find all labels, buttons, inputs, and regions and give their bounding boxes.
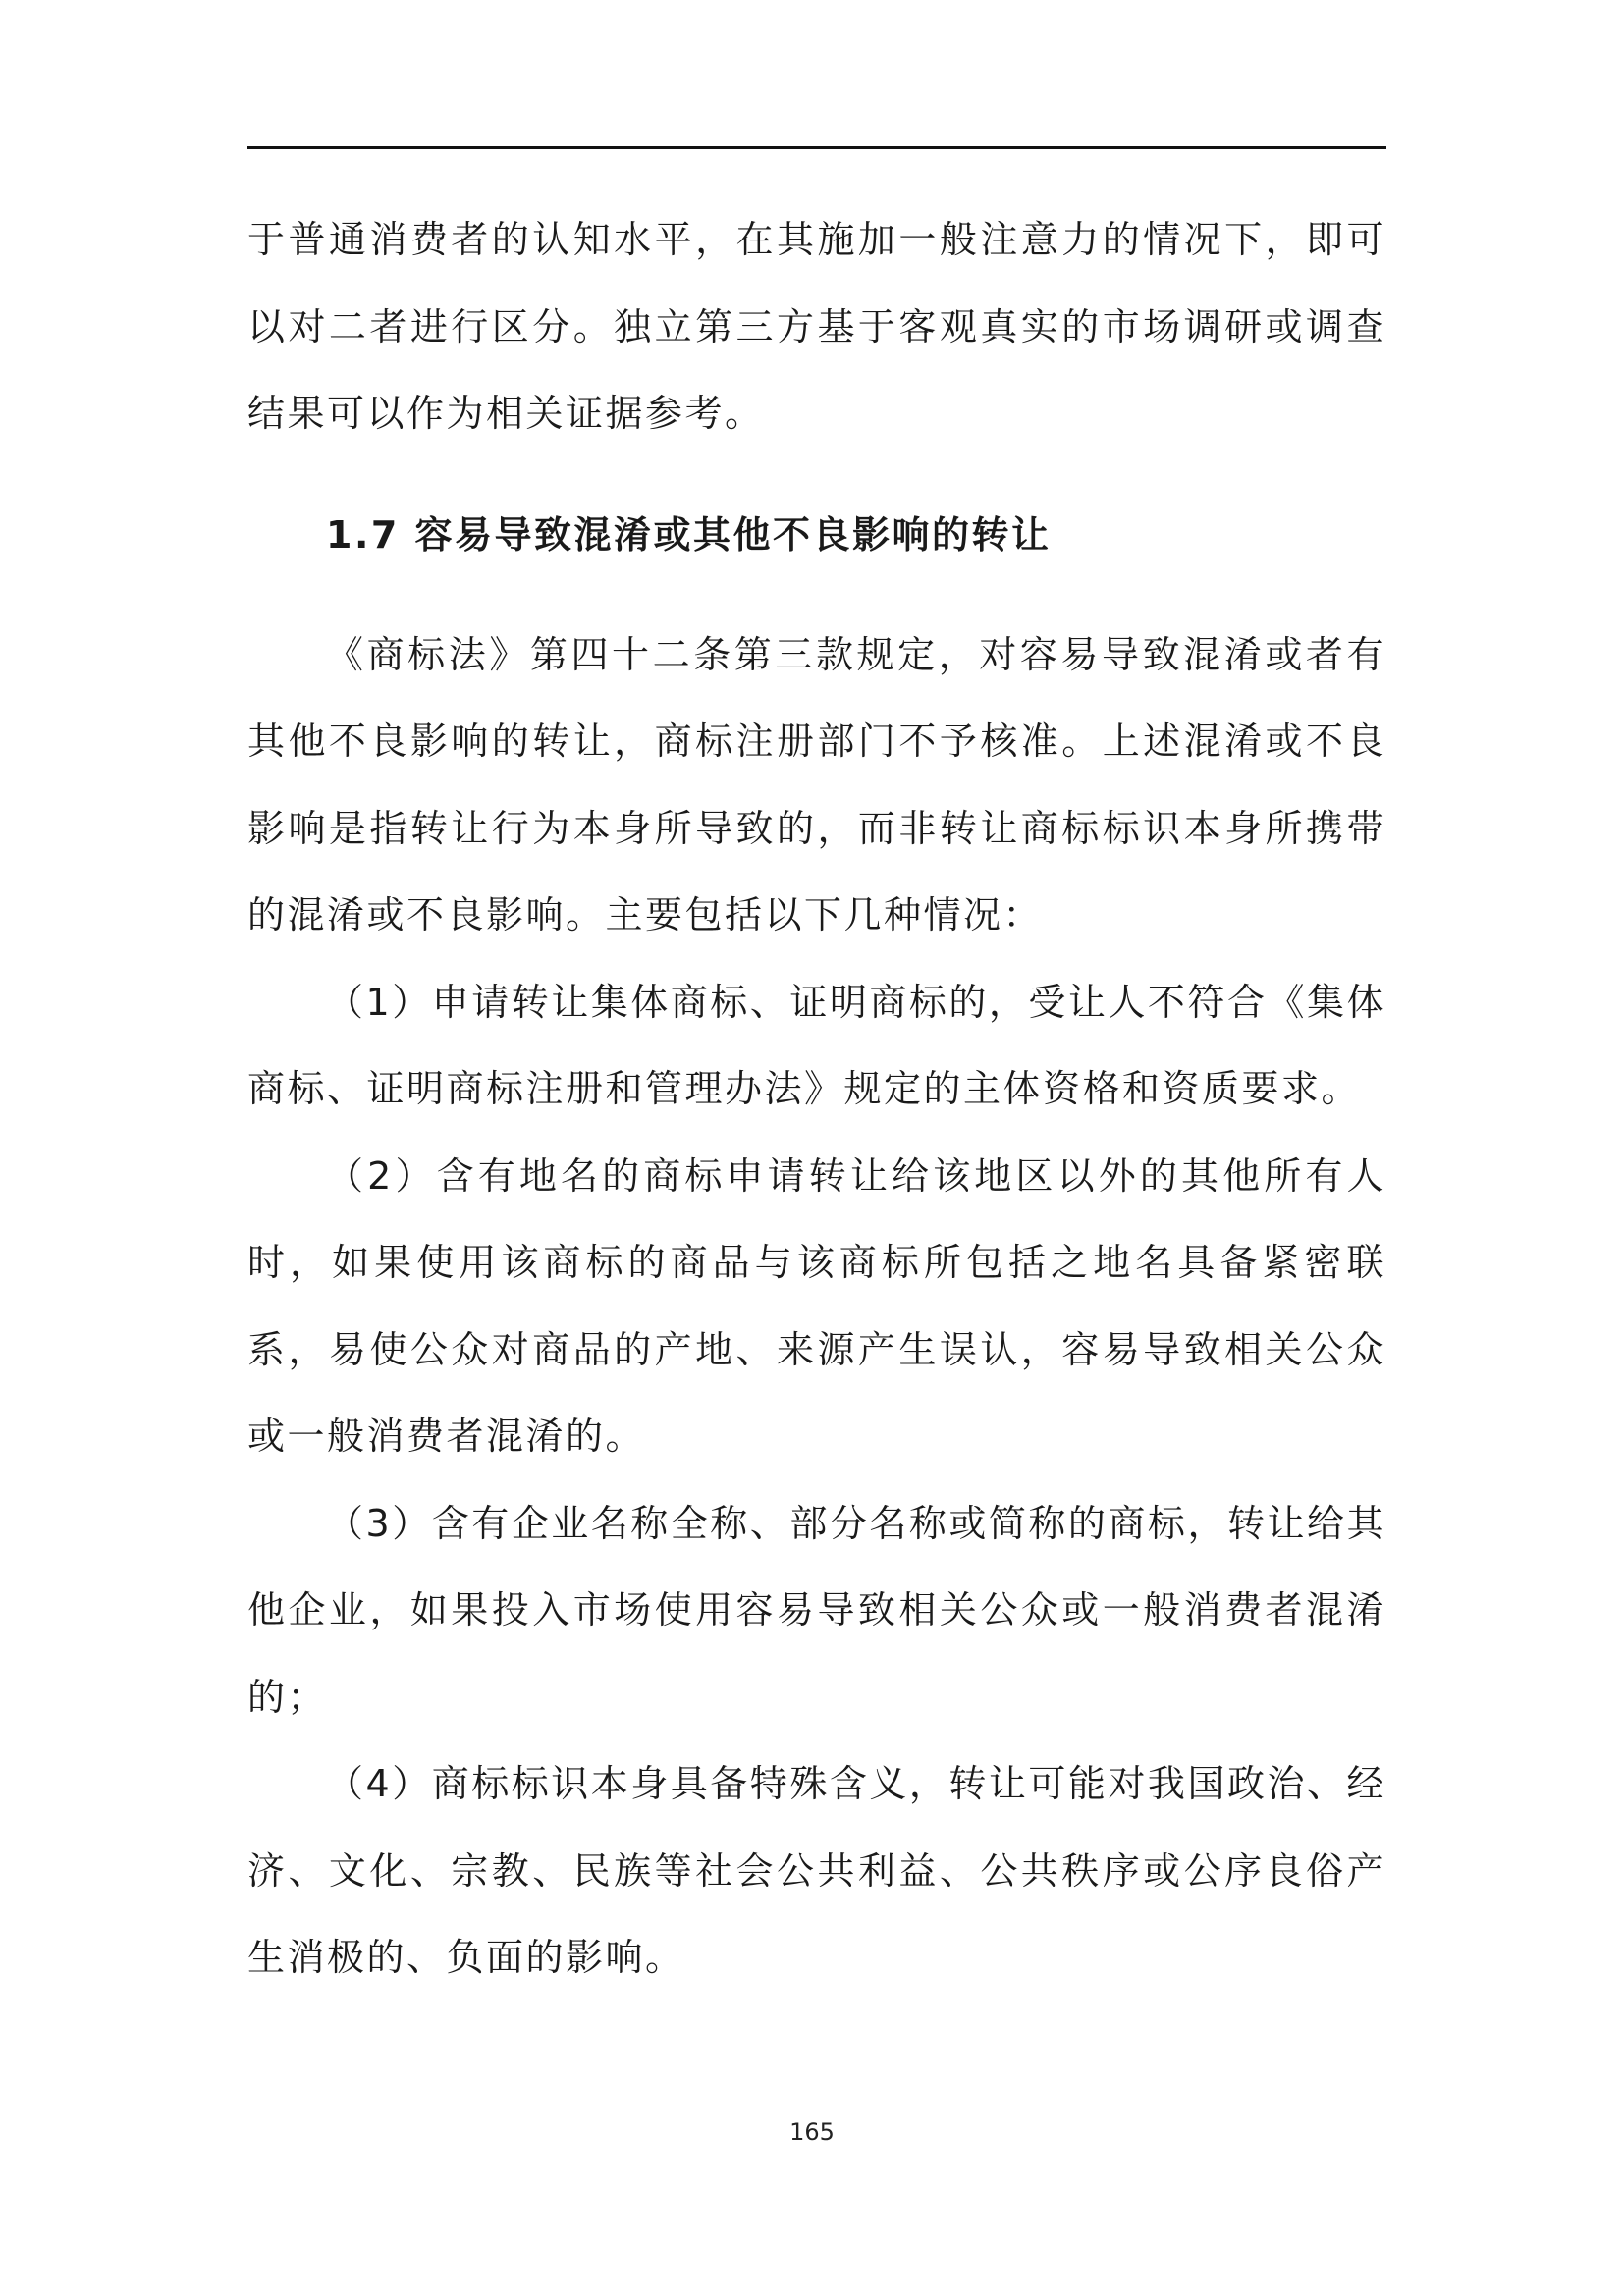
page-body: [247, 196, 1386, 2002]
paragraph-intro: 《商标法》第四十二条第三款规定，对容易导致混淆或者有其他不良影响的转让，商标注册部门不予核准。上述混淆或不良影响是指转让行为本身所导致的，而非转让商标标识本身所携带的混淆或不良影响。主要包括以下几种情况：: [247, 632, 1386, 936]
list-item-3: （3）含有企业名称全称、部分名称或简称的商标，转让给其他企业，如果投入市场使用容易导致相关公众或一般消费者混淆的；: [247, 1501, 1386, 1719]
header-rule: [247, 146, 1386, 149]
section-heading: 1.7 容易导致混淆或其他不良影响的转让: [326, 512, 1052, 557]
page-number: 165: [789, 2118, 835, 2146]
paragraph-continued: 于普通消费者的认知水平，在其施加一般注意力的情况下，即可以对二者进行区分。独立第三方基于客观真实的市场调研或调查结果可以作为相关证据参考。: [247, 218, 1386, 435]
list-item-2: （2）含有地名的商标申请转让给该地区以外的其他所有人时，如果使用该商标的商品与该商标所包括之地名具备紧密联系，易使公众对商品的产地、来源产生误认，容易导致相关公众或一般消费者混淆的。: [247, 1153, 1386, 1458]
list-item-4: （4）商标标识本身具备特殊含义，转让可能对我国政治、经济、文化、宗教、民族等社会公共利益、公共秩序或公序良俗产生消极的、负面的影响。: [247, 1762, 1386, 1979]
list-item-1: （1）申请转让集体商标、证明商标的，受让人不符合《集体商标、证明商标注册和管理办法》规定的主体资格和资质要求。: [247, 980, 1386, 1110]
